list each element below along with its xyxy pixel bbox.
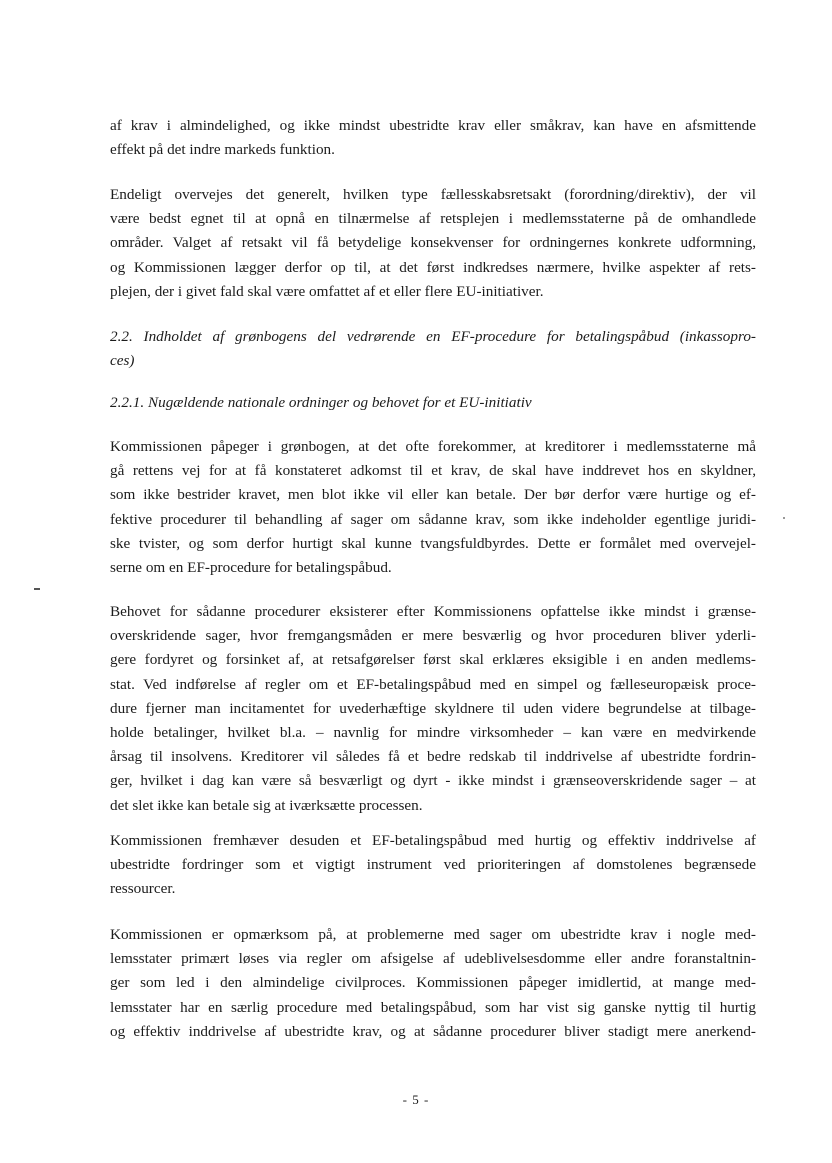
heading-line: 2.2. Indholdet af grønbogens del vedrørende en EF-procedure for betalingspåbud (inkassopro- (110, 328, 756, 345)
text-line: dure fjerner man incitamentet for uvederhæftige skyldnere til uden videre begrundelse at tilbage- (110, 699, 756, 717)
text-line: Endeligt overvejes det generelt, hvilken type fællesskabsretsakt (forordning/direktiv), der vil (110, 186, 756, 203)
text-line: som ikke bestrider kravet, men blot ikke vil eller kan betale. Der bør derfor være hurtige og ef- (110, 486, 756, 504)
text-line: Kommissionen fremhæver desuden et EF-betalingspåbud med hurtig og effektiv inddrivelse af (110, 832, 756, 849)
text-line: gere fordyret og forsinket af, at retsafgørelser først skal erklæres eksigible i en anden medlems- (110, 651, 756, 669)
text-line: Kommissionen påpeger i grønbogen, at det ofte forekommer, at kreditorer i medlemsstaterne må (110, 438, 756, 455)
margin-mark (34, 588, 40, 590)
text-line: og effektiv inddrivelse af ubestridte krav, og at sådanne procedurer bliver stadigt mere anerkend- (110, 1022, 756, 1040)
text-line: overskridende sager, hvor fremgangsmåden er mere besværlig og hvor proceduren bliver yderli- (110, 627, 756, 645)
text-line: lemsstater primært løses via regler om afsigelse af udeblivelsesdomme eller andre foranstaltnin- (110, 950, 756, 968)
paragraph-kommissionen-papeger (110, 435, 756, 580)
text-line: serne om en EF-procedure for betalingspåbud. (110, 559, 392, 577)
text-line: effekt på det indre markeds funktion. (110, 141, 335, 159)
text-line: ubestridte fordringer som et vigtigt instrument ved prioriteringen af domstolenes begrænsede (110, 856, 756, 874)
text-line: det slet ikke kan betale sig at iværksætte processen. (110, 796, 423, 814)
heading-line: 2.2.1. Nugældende nationale ordninger og behovet for et EU-initiativ (110, 394, 532, 411)
text-line: Behovet for sådanne procedurer eksisterer efter Kommissionens opfattelse ikke mindst i grænse- (110, 603, 756, 620)
text-line: ske tvister, og som derfor hurtigt skal kunne tvangsfuldbyrdes. Dette er formålet med overvejel- (110, 534, 756, 552)
text-line: være bedst egnet til at opnå en tilnærmelse af retsplejen i medlemsstaterne på de omhandlede (110, 210, 756, 228)
text-line: stat. Ved indførelse af regler om et EF-betalingspåbud med en simpel og fælleseuropæisk proce- (110, 675, 756, 693)
text-line: lemsstater har en særlig procedure med betalingspåbud, som har vist sig ganske nyttig til hurtig (110, 998, 756, 1016)
text-line: årsag til insolvens. Kreditorer vil således få et bedre redskab til inddrivelse af ubestridte fordrin- (110, 748, 756, 766)
text-line: gå rettens vej for at få konstateret adkomst til et krav, de skal have inddrevet hos en skyldner, (110, 462, 756, 480)
text-line: holde betalinger, hvilket bl.a. – navnlig for mindre virksomheder – kan være en medvirkende (110, 724, 756, 742)
text-line: og Kommissionen lægger derfor op til, at det først indkredses nærmere, hvilke aspekter af rets- (110, 258, 756, 276)
text-line: områder. Valget af retsakt vil få betydelige konsekvenser for ordningernes konkrete udformning, (110, 234, 756, 252)
paragraph-behovet (110, 600, 756, 818)
paragraph-continued-1 (110, 114, 756, 162)
heading-line: ces) (110, 352, 135, 370)
paragraph-opmaerksom (110, 923, 756, 1044)
text-line: plejen, der i givet fald skal være omfattet af et eller flere EU-initiativer. (110, 282, 544, 300)
text-line: ger som led i den almindelige civilproces. Kommissionen påpeger imidlertid, at mange med- (110, 974, 756, 992)
section-heading-2-2 (110, 325, 756, 373)
scan-speck (783, 517, 785, 519)
page-number: - 5 - (402, 1092, 430, 1107)
section-heading-2-2-1 (110, 391, 756, 415)
paragraph-retsakt (110, 183, 756, 304)
text-line: af krav i almindelighed, og ikke mindst ubestridte krav eller småkrav, kan have en afsmittende (110, 117, 756, 134)
paragraph-fremhaever (110, 829, 756, 902)
text-line: fektive procedurer til behandling af sager om sådanne krav, som ikke indeholder egentlige juridi- (110, 510, 756, 528)
text-line: Kommissionen er opmærksom på, at problemerne med sager om ubestridte krav i nogle med- (110, 926, 756, 943)
text-line: ger, hvilket i dag kan være så besværligt og dyrt - ikke mindst i grænseoverskridende sager – at (110, 772, 756, 790)
text-line: ressourcer. (110, 880, 176, 898)
